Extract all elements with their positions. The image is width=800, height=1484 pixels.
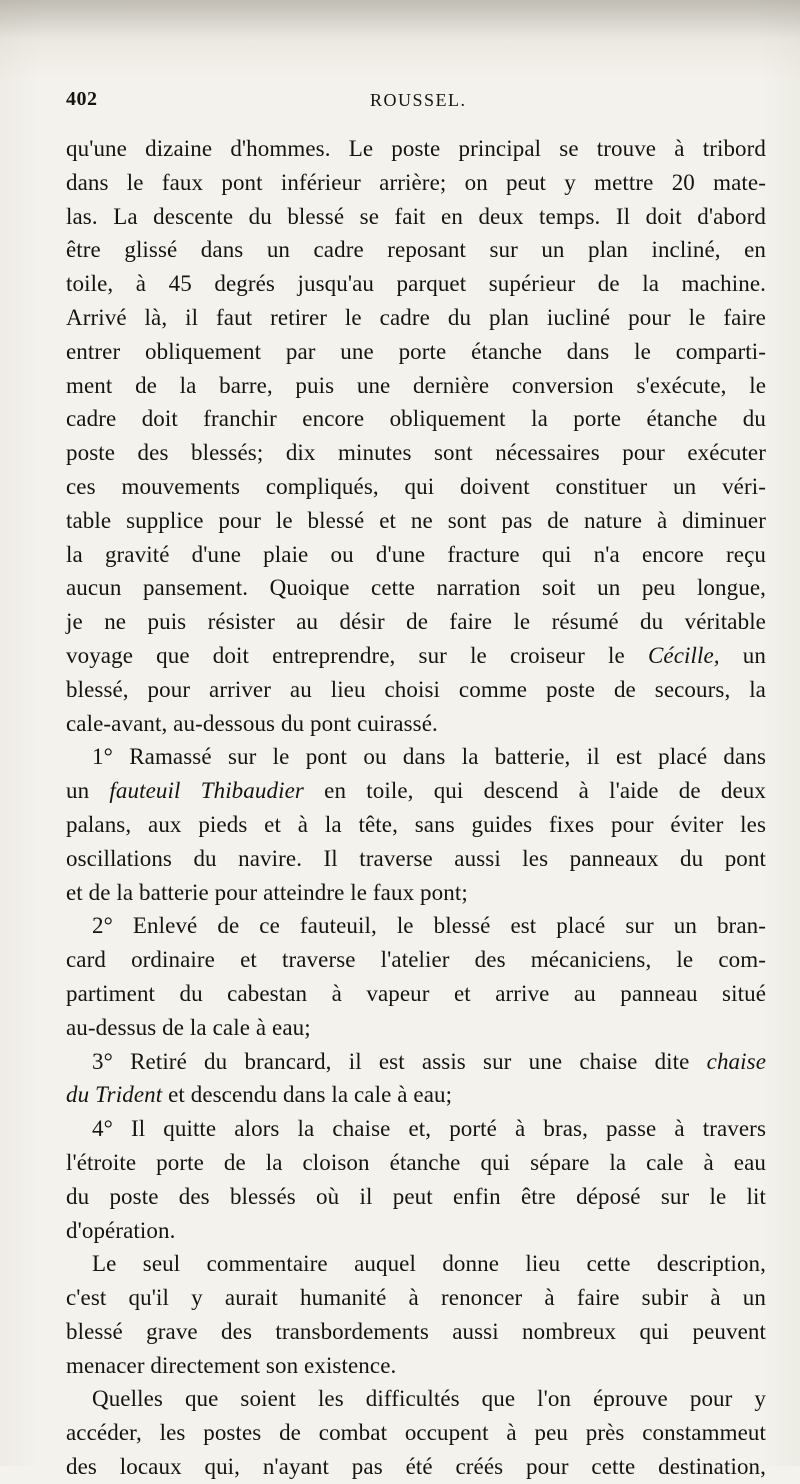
text-line: cale-avant, au-dessous du pont cuirassé. [66,710,438,736]
text-line: menacer directement son existence. [66,1352,397,1378]
text-segment: voyage que doit entreprendre, sur le croiseur le [66,642,648,668]
text-line: du poste des blessés où il peut enfin être déposé sur le lit [66,1183,766,1209]
text-line: dans le faux pont inférieur arrière; on peut y mettre 20 mate- [66,169,766,195]
text-line: ment de la barre, puis une dernière conversion s'exécute, le [66,372,766,398]
text-segment: un [719,642,766,668]
text-line [66,1045,766,1079]
text-line: blessé grave des transbordements aussi nombreux qui peuvent [66,1318,766,1344]
italic-text: Cécille, [647,642,720,668]
text-line: la gravité d'une plaie ou d'une fracture qui n'a encore reçu [66,541,766,567]
text-line: poste des blessés; dix minutes sont nécessaires pour exécuter [66,440,766,466]
text-line: c'est qu'il y aurait humanité à renoncer à faire subir à un [66,1285,766,1311]
text-line: card ordinaire et traverse l'atelier des mécaniciens, le com- [66,947,766,973]
text-segment: et descendu dans la cale à eau; [162,1082,453,1108]
page-header [66,88,766,118]
text-line: Quelles que soient les difficultés que l'on éprouve pour y [92,1386,766,1412]
body-text [66,132,766,1484]
text-line: oscillations du navire. Il traverse aussi les panneaux du pont [66,845,766,871]
text-segment: en toile, qui descend à l'aide de deux [303,778,766,804]
text-line: accéder, les postes de combat occupent à peu près constammeut [66,1420,766,1446]
text-line: et de la batterie pour atteindre le faux pont; [66,879,468,905]
text-line: 4° Il quitte alors la chaise et, porté à bras, passe à travers [92,1116,766,1142]
text-line: être glissé dans un cadre reposant sur un plan incliné, en [66,237,766,263]
text-line: je ne puis résister au désir de faire le résumé du véritable [66,609,766,635]
page-number: 402 [66,88,98,110]
text-line: cadre doit franchir encore obliquement la porte étanche du [66,406,766,432]
text-line: toile, à 45 degrés jusqu'au parquet supérieur de la machine. [66,271,766,297]
text-line: 2° Enlevé de ce fauteuil, le blessé est placé sur un bran- [92,913,766,939]
text-line: las. La descente du blessé se fait en deux temps. Il doit d'abord [66,203,766,229]
italic-text: du Trident [66,1082,163,1108]
running-head: ROUSSEL. [370,90,467,110]
text-line: au-dessus de la cale à eau; [66,1014,311,1040]
text-line [66,639,766,673]
text-line: entrer obliquement par une porte étanche dans le comparti- [66,338,766,364]
text-line: des locaux qui, n'ayant pas été créés pour cette destination, [66,1454,766,1480]
text-line: aucun pansement. Quoique cette narration soit un peu longue, [66,575,766,601]
text-line: blessé, pour arriver au lieu choisi comme poste de secours, la [66,676,766,702]
text-line: palans, aux pieds et à la tête, sans guides fixes pour éviter les [66,811,766,837]
text-line: l'étroite porte de la cloison étanche qui sépare la cale à eau [66,1149,766,1175]
text-line [66,1078,766,1112]
italic-text: chaise [706,1048,766,1074]
text-line: partiment du cabestan à vapeur et arrive au panneau situé [66,980,766,1006]
text-line: Arrivé là, il faut retirer le cadre du plan iucliné pour le faire [66,304,766,330]
italic-text: fauteuil Thibaudier [109,778,304,804]
text-segment: un [66,778,110,804]
text-line: 1° Ramassé sur le pont ou dans la batterie, il est placé dans [92,744,766,770]
text-segment: 3° Retiré du brancard, il est assis sur une chaise dite [92,1048,707,1074]
text-line: table supplice pour le blessé et ne sont pas de nature à diminuer [66,507,766,533]
text-line: d'opération. [66,1217,176,1243]
text-line: qu'une dizaine d'hommes. Le poste principal se trouve à tribord [66,136,766,161]
text-line: ces mouvements compliqués, qui doivent constituer un véri- [66,473,766,499]
text-line: Le seul commentaire auquel donne lieu cette description, [92,1251,766,1277]
text-line [66,774,766,808]
